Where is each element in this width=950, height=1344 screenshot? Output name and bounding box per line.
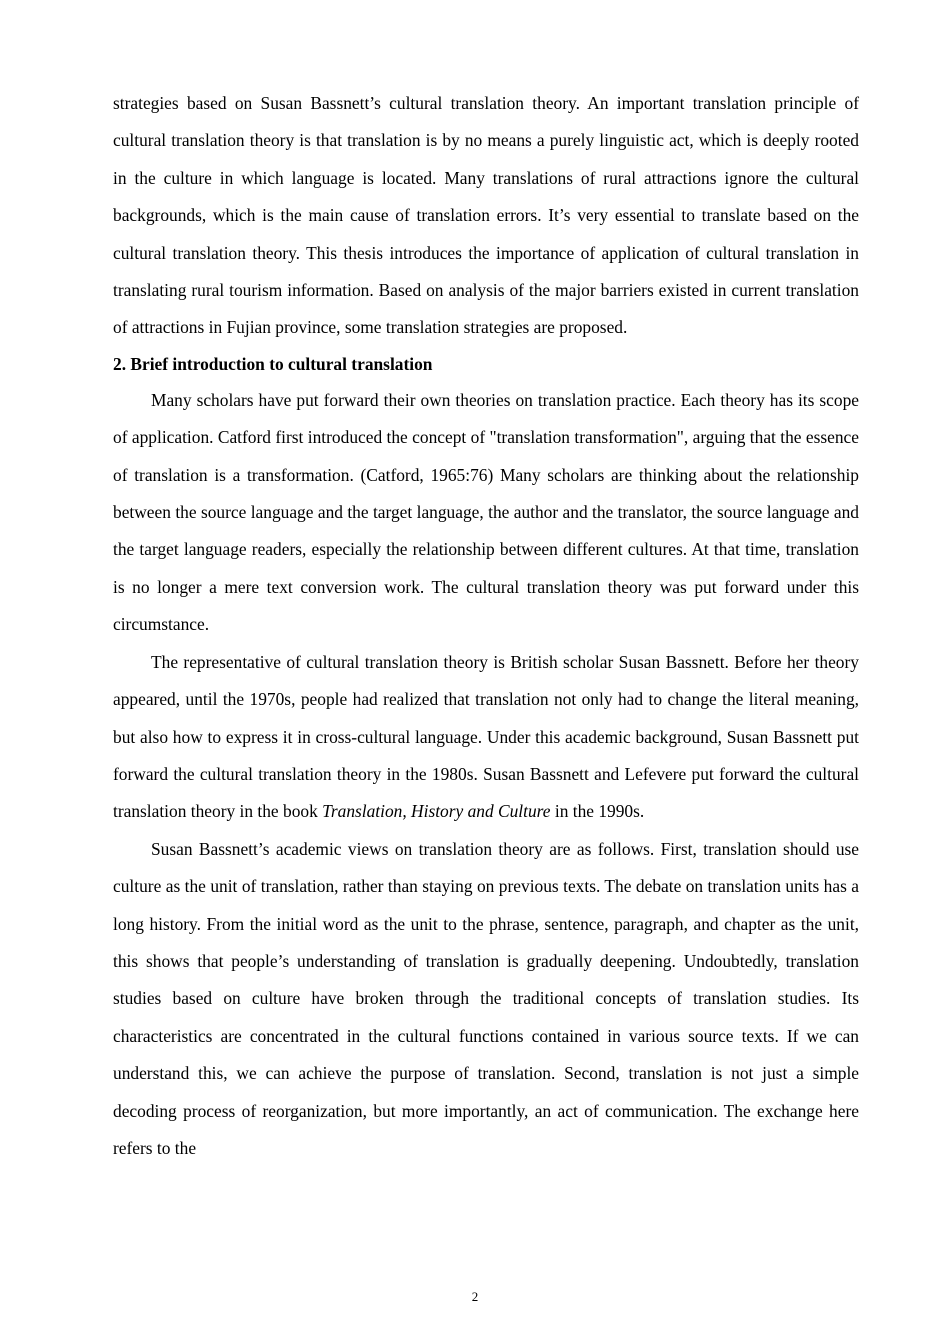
- section-heading: 2. Brief introduction to cultural translation: [113, 353, 433, 374]
- body-paragraph-3: Susan Bassnett’s academic views on translation theory are as follows. First, translation should use culture as the unit of translation, rather than staying on previous texts. The debate on translation units has a long history. From the initial word as the unit to the phrase, sentence, paragraph, and chapter as the unit, this shows that people’s understanding of translation is gradually deepening. Undoubtedly, translation studies based on culture have broken through the traditional concepts of translation studies. Its characteristics are concentrated in the cultural functions contained in various source texts. If we can understand this, we can achieve the purpose of translation. Second, translation is not just a simple decoding process of reorganization, but more importantly, an act of communication. The exchange here refers to the: [113, 838, 859, 1158]
- body-paragraph-2: [113, 644, 859, 831]
- paragraph-2-text-end: in the 1990s.: [550, 801, 645, 822]
- book-title: Translation, History and Culture: [322, 801, 551, 822]
- intro-paragraph: strategies based on Susan Bassnett’s cultural translation theory. An important translation principle of cultural translation theory is that translation is by no means a purely linguistic act, which is deeply rooted in the culture in which language is located. Many translations of rural attractions ignore the cultural backgrounds, which is the main cause of translation errors. It’s very essential to translate based on the cultural translation theory. This thesis introduces the importance of application of cultural translation in translating rural tourism information. Based on analysis of the major barriers existed in current translation of attractions in Fujian province, some translation strategies are proposed.: [113, 93, 859, 338]
- paragraph-2-text-start: The representative of cultural translation theory is British scholar Susan Bassnett. Before her theory appeared, until the 1970s, people had realized that translation not only had to change the literal meaning, but also how to express it in cross-cultural language. Under this academic background, Susan Bassnett put forward the cultural translation theory in the 1980s. Susan Bassnett and Lefevere put forward the cultural translation theory in the book: [113, 651, 859, 822]
- body-paragraph-1: Many scholars have put forward their own theories on translation practice. Each theory has its scope of application. Catford first introduced the concept of "translation transformation", arguing that the essence of translation is a transformation. (Catford, 1965:76) Many scholars are thinking about the relationship between the source language and the target language, the author and the translator, the source language and the target language readers, especially the relationship between different cultures. At that time, translation is no longer a mere text conversion work. The cultural translation theory was put forward under this circumstance.: [113, 389, 859, 635]
- document-page-body: [113, 85, 859, 1167]
- page-number: 2: [471, 1289, 479, 1304]
